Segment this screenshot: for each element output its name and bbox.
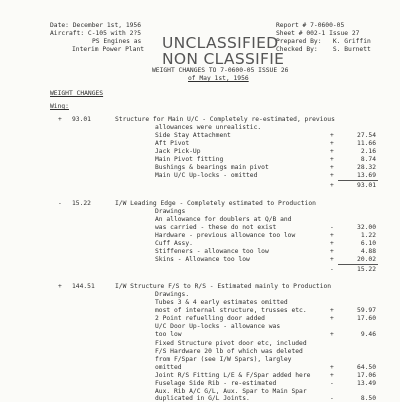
entry-line: Bushings & bearings main pivot — [155, 164, 269, 171]
section-title: WEIGHT CHANGES — [50, 90, 104, 97]
line-value: 11.66 — [357, 140, 376, 147]
entry-sign: + — [58, 116, 62, 123]
entry-line: Side Stay Attachment — [155, 132, 231, 139]
entry-line: Joint R/S Fitting L/E & F/Spar added here — [155, 372, 311, 379]
entry-line: Aft Pivot — [155, 140, 190, 147]
line-sign: + — [330, 156, 334, 163]
line-value: 20.02 — [357, 256, 376, 263]
classification-stamp-line2: NON CLASSIFIE — [162, 50, 285, 68]
header-aircraft: Aircraft: C-105 with 2?5 — [50, 30, 141, 37]
entry-title: I/W Structure F/S to R/S - Estimated mainly to Production — [115, 283, 332, 290]
sub-heading-line1: WEIGHT CHANGES TO 7-0600-05 ISSUE 26 — [152, 67, 289, 74]
subtotal-rule — [338, 264, 378, 265]
line-value: 17.60 — [357, 315, 376, 322]
entry-title: I/W Leading Edge - Completely estimated to Production — [115, 200, 316, 207]
line-value: 8.74 — [360, 156, 376, 163]
line-value: 6.10 — [360, 240, 376, 247]
header-prepared: Prepared By: K. Griffin — [276, 38, 371, 45]
entry-line: was carried - these do not exist — [155, 224, 277, 231]
entry-title: Structure for Main U/C - Completely re-estimated, previous — [115, 116, 335, 123]
line-sign: + — [330, 172, 334, 179]
line-value: 59.97 — [357, 307, 376, 314]
line-sign: + — [330, 364, 334, 371]
entry-sign: + — [58, 283, 62, 290]
entry-line: too low — [155, 331, 182, 338]
entry-line: Fixed Structure pivot door etc, included — [155, 340, 307, 347]
entry-line: duplicated in G/L Joints. — [155, 395, 250, 402]
header-report: Report # 7-0600-05 — [276, 22, 345, 29]
entry-line: F/S Hardware 20 lb of which was deleted — [155, 348, 303, 355]
line-value: 27.54 — [357, 132, 376, 139]
header-powerplant: Interim Power Plant — [72, 46, 145, 53]
entry-line: Fuselage Side Rib - re-estimated — [155, 380, 277, 387]
entry-line: Tubes 3 & 4 early estimates omitted — [155, 299, 288, 306]
header-date: Date: December 1st, 1956 — [50, 22, 141, 29]
line-value: 32.00 — [357, 224, 376, 231]
entry-line: Drawings — [155, 208, 186, 215]
entry-line: Main U/C Up-locks - omitted — [155, 172, 258, 179]
entry-line: omitted — [155, 364, 182, 371]
line-sign: + — [330, 315, 334, 322]
total-sign: + — [330, 182, 334, 189]
line-value: 13.49 — [357, 380, 376, 387]
entry-line: An allowance for doublers at Q/B and — [155, 216, 292, 223]
entry-line: Stiffeners - allowance too low — [155, 248, 269, 255]
entry-line: most of internal structure, trusses etc. — [155, 307, 307, 314]
line-sign: - — [330, 224, 334, 231]
line-value: 28.32 — [357, 164, 376, 171]
line-sign: + — [330, 307, 334, 314]
line-sign: + — [330, 256, 334, 263]
line-sign: - — [330, 380, 334, 387]
entry-value: 93.01 — [72, 116, 91, 123]
total-value: 93.01 — [357, 182, 376, 189]
line-sign: - — [330, 395, 334, 402]
line-sign: + — [330, 148, 334, 155]
line-sign: + — [330, 248, 334, 255]
total-value: 15.22 — [357, 266, 376, 273]
entry-line: from F/Spar (see I/W Spars), largley — [155, 356, 292, 363]
entry-line: U/C Door Up-locks - allowance was — [155, 323, 281, 330]
subsection-title: Wing: — [50, 103, 69, 110]
subtotal-rule — [338, 180, 378, 181]
classification-stamp-line1: UNCLASSIFIED — [162, 34, 279, 52]
line-sign: + — [330, 132, 334, 139]
entry-line: Jack Pick-Up — [155, 148, 201, 155]
entry-line: Skins - Allowance too low — [155, 256, 250, 263]
header-engines: PS Engines as — [92, 38, 142, 45]
entry-line: Aux. Rib A/C G/L, Aux. Spar to Main Spar — [155, 388, 307, 395]
entry-line: Drawings. — [155, 291, 190, 298]
line-sign: + — [330, 331, 334, 338]
entry-sign: - — [58, 200, 62, 207]
entry-line: Main Pivot fitting — [155, 156, 224, 163]
line-sign: + — [330, 240, 334, 247]
header-checked: Checked By: S. Burnett — [276, 46, 371, 53]
line-sign: + — [330, 140, 334, 147]
line-value: 64.50 — [357, 364, 376, 371]
entry-value: 144.51 — [72, 283, 95, 290]
line-value: 13.69 — [357, 172, 376, 179]
line-value: 1.22 — [360, 232, 376, 239]
entry-line: allowances were unrealistic. — [155, 124, 262, 131]
entry-line: 2 Point refuelling door added — [155, 315, 265, 322]
line-sign: + — [330, 232, 334, 239]
header-sheet: Sheet # 002-1 Issue 27 — [276, 30, 360, 37]
line-value: 2.16 — [360, 148, 376, 155]
entry-line: Cuff Assy. — [155, 240, 193, 247]
line-value: 17.06 — [357, 372, 376, 379]
total-sign: - — [330, 266, 334, 273]
line-value: 8.50 — [360, 395, 376, 402]
line-sign: + — [330, 164, 334, 171]
line-value: 4.88 — [360, 248, 376, 255]
entry-value: 15.22 — [72, 200, 91, 207]
entry-line: Hardware - previous allowance too low — [155, 232, 296, 239]
line-value: 9.46 — [360, 331, 376, 338]
line-sign: + — [330, 372, 334, 379]
sub-heading-line2: of May 1st, 1956 — [188, 75, 249, 82]
